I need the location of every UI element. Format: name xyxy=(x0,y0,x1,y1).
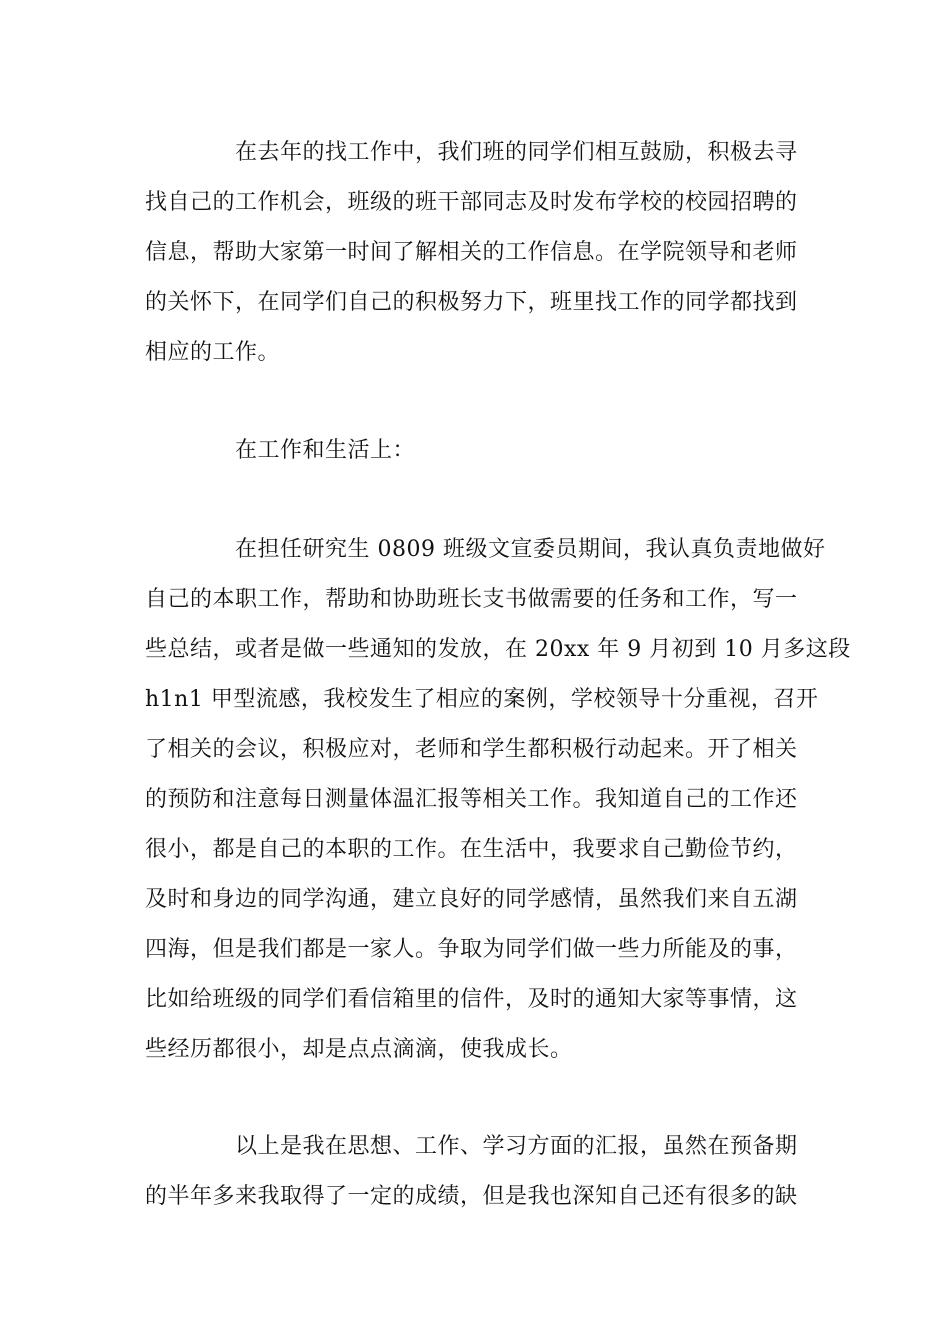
text-line: h1n1 甲型流感，我校发生了相应的案例，学校领导十分重视，召开 xyxy=(145,687,819,712)
paragraph-job-search xyxy=(145,128,813,378)
text-line: 信息，帮助大家第一时间了解相关的工作信息。在学院领导和老师 xyxy=(145,240,798,265)
text-line: 相应的工作。 xyxy=(145,340,281,365)
text-line: 比如给班级的同学们看信箱里的信件，及时的通知大家等事情，这 xyxy=(145,987,798,1012)
paragraph-committee-work xyxy=(145,525,851,1075)
paragraph-summary xyxy=(145,1122,813,1222)
section-heading-work-life xyxy=(145,426,813,476)
text-line: 以上是我在思想、工作、学习方面的汇报，虽然在预备期 xyxy=(235,1134,798,1159)
text-line: 在工作和生活上： xyxy=(235,438,416,463)
text-line: 的关怀下，在同学们自己的积极努力下，班里找工作的同学都找到 xyxy=(145,290,798,315)
text-line: 及时和身边的同学沟通，建立良好的同学感情，虽然我们来自五湖 xyxy=(145,887,798,912)
text-line: 的预防和注意每日测量体温汇报等相关工作。我知道自己的工作还 xyxy=(145,787,798,812)
text-line: 的半年多来我取得了一定的成绩，但是我也深知自己还有很多的缺 xyxy=(145,1184,798,1209)
text-line: 很小，都是自己的本职的工作。在生活中，我要求自己勤俭节约， xyxy=(145,837,798,862)
text-line: 在去年的找工作中，我们班的同学们相互鼓励，积极去寻 xyxy=(235,140,798,165)
text-line: 四海，但是我们都是一家人。争取为同学们做一些力所能及的事， xyxy=(145,937,798,962)
text-line: 些经历都很小，却是点点滴滴，使我成长。 xyxy=(145,1037,573,1062)
text-line: 些总结，或者是做一些通知的发放，在 20xx 年 9 月初到 10 月多这段 xyxy=(145,637,851,662)
text-line: 找自己的工作机会，班级的班干部同志及时发布学校的校园招聘的 xyxy=(145,190,798,215)
text-line: 自己的本职工作，帮助和协助班长支书做需要的任务和工作，写一 xyxy=(145,587,798,612)
text-line: 了相关的会议，积极应对，老师和学生都积极行动起来。开了相关 xyxy=(145,737,798,762)
text-line: 在担任研究生 0809 班级文宣委员期间，我认真负责地做好 xyxy=(235,537,826,562)
